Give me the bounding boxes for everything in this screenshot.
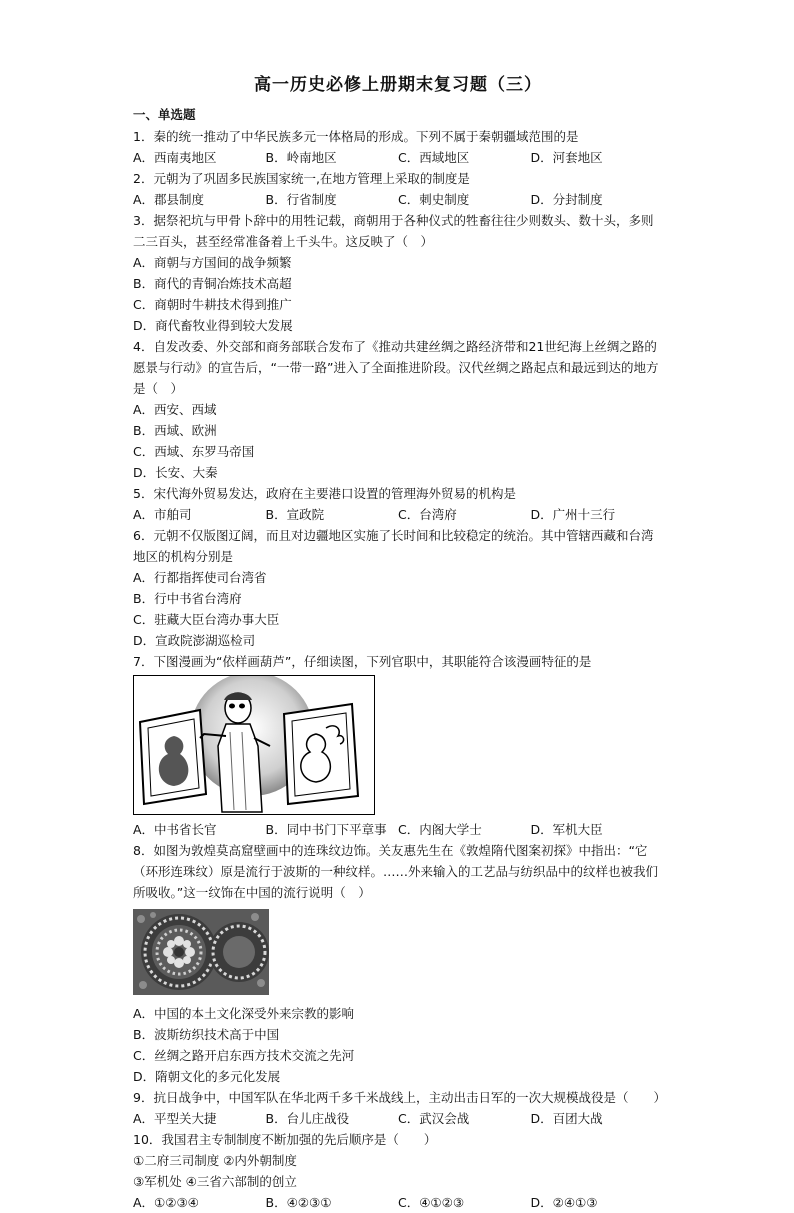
option-c: C．武汉会战 (398, 1111, 470, 1126)
option-c: C．驻藏大臣台湾办事大臣 (133, 612, 280, 627)
option-a: A．中书省长官 (133, 822, 217, 837)
question-stem: 8．如图为敦煌莫高窟壁画中的连珠纹边饰。关友惠先生在《敦煌隋代图案初探》中指出：“它（环形连珠纹）原是流行于波斯的一种纹样。……外来输入的工艺品与纺织品中的纹样也被我们所吸收。”这一纹饰在中国的流行说明（ ） (133, 843, 659, 900)
option-d: D．河套地区 (530, 150, 603, 165)
option-d: D．商代畜牧业得到较大发展 (133, 318, 293, 333)
question-stem: 1．秦的统一推动了中华民族多元一体格局的形成。下列不属于秦朝疆域范围的是 (133, 129, 579, 144)
question-stem: 6．元朝不仅版图辽阔，而且对边疆地区实施了长时间和比较稳定的统治。其中管辖西藏和台湾地区的机构分别是 (133, 528, 654, 564)
option-d: D．长安、大秦 (133, 465, 218, 480)
option-d: D．②④①③ (530, 1195, 598, 1210)
statement-line: ③军机处 ④三省六部制的创立 (133, 1174, 297, 1189)
option-a: A．西安、西域 (133, 402, 217, 417)
option-a: A．西南夷地区 (133, 150, 217, 165)
question-2 (133, 168, 663, 210)
option-a: A．中国的本土文化深受外来宗教的影响 (133, 1006, 355, 1021)
option-a: A．商朝与方国间的战争频繁 (133, 255, 292, 270)
question-stem: 9．抗日战争中，中国军队在华北两千多千米战线上，主动出击日军的一次大规模战役是（ ） (133, 1090, 666, 1105)
option-a: A．平型关大捷 (133, 1111, 217, 1126)
question-4 (133, 336, 663, 483)
option-a: A．行都指挥使司台湾省 (133, 570, 267, 585)
option-b: B．同中书门下平章事 (265, 822, 387, 837)
option-c: C．丝绸之路开启东西方技术交流之先河 (133, 1048, 355, 1063)
option-c: C．西域地区 (398, 150, 470, 165)
question-3 (133, 210, 663, 336)
option-b: B．西域、欧洲 (133, 423, 217, 438)
option-c: C．西域、东罗马帝国 (133, 444, 255, 459)
option-b: B．波斯纺织技术高于中国 (133, 1027, 280, 1042)
option-c: C．刺史制度 (398, 192, 470, 207)
option-d: D．军机大臣 (530, 822, 603, 837)
option-b: B．台儿庄战役 (265, 1111, 350, 1126)
question-10 (133, 1129, 663, 1213)
question-7 (133, 651, 663, 840)
option-c: C．内阁大学士 (398, 822, 482, 837)
question-1 (133, 126, 663, 168)
option-b: B．行中书省台湾府 (133, 591, 242, 606)
option-a: A．市舶司 (133, 507, 192, 522)
question-stem: 2．元朝为了巩固多民族国家统一,在地方管理上采取的制度是 (133, 171, 470, 186)
option-b: B．商代的青铜冶炼技术高超 (133, 276, 292, 291)
option-c: C．台湾府 (398, 507, 457, 522)
option-d: D．百团大战 (530, 1111, 603, 1126)
option-b: B．岭南地区 (265, 150, 337, 165)
option-c: C．商朝时牛耕技术得到推广 (133, 297, 292, 312)
option-a: A．①②③④ (133, 1195, 199, 1210)
question-8 (133, 840, 663, 1087)
document-page (133, 70, 666, 1213)
option-c: C．④①②③ (398, 1195, 465, 1210)
question-stem: 3．据祭祀坑与甲骨卜辞中的用牲记载，商朝用于各种仪式的牲畜往往少则数头、数十头，多则二三百头，甚至经常准备着上千头牛。这反映了（ ） (133, 213, 654, 249)
page-title: 高一历史必修上册期末复习题（三） (254, 75, 542, 95)
option-d: D．分封制度 (530, 192, 603, 207)
option-d: D．广州十三行 (530, 507, 616, 522)
question-stem: 4．自发改委、外交部和商务部联合发布了《推动共建丝绸之路经济带和21世纪海上丝绸之路的愿景与行动》的宣告后，“一带一路”进入了全面推进阶段。汉代丝绸之路起点和最远到达的地方是（ ） (133, 339, 659, 396)
question-stem: 7．下图漫画为“依样画葫芦”，仔细读图，下列官职中，其职能符合该漫画特征的是 (133, 654, 592, 669)
section-heading: 一、单选题 (133, 107, 196, 122)
gourd-cartoon-image (133, 675, 375, 815)
question-stem: 10．我国君主专制制度不断加强的先后顺序是（ ） (133, 1132, 437, 1147)
option-d: D．宣政院澎湖巡检司 (133, 633, 256, 648)
question-6 (133, 525, 663, 651)
option-b: B．④②③① (265, 1195, 332, 1210)
pearl-roundel-pattern-image (133, 909, 269, 995)
option-b: B．宣政院 (265, 507, 325, 522)
question-stem: 5．宋代海外贸易发达，政府在主要港口设置的管理海外贸易的机构是 (133, 486, 516, 501)
option-d: D．隋朝文化的多元化发展 (133, 1069, 281, 1084)
question-5 (133, 483, 663, 525)
option-a: A．郡县制度 (133, 192, 205, 207)
option-b: B．行省制度 (265, 192, 337, 207)
statement-line: ①二府三司制度 ②内外朝制度 (133, 1153, 297, 1168)
